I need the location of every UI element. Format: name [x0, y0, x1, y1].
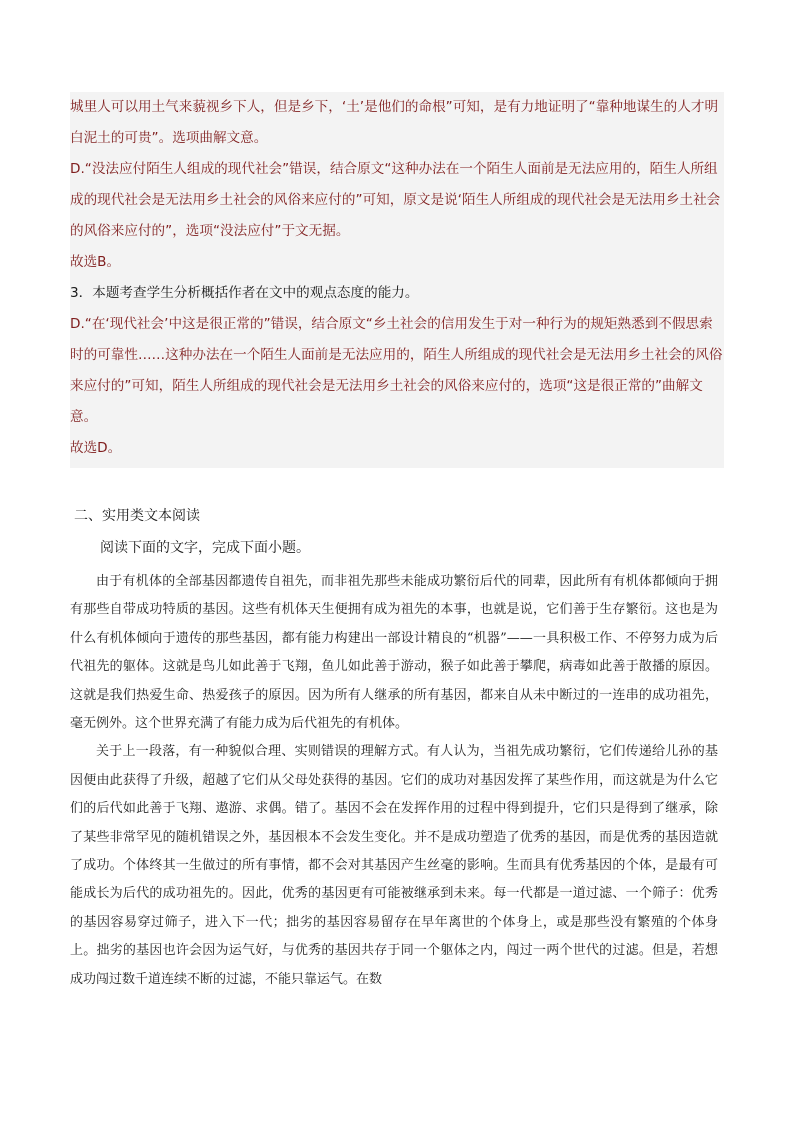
- answer-line-1: 城里人可以用土气来藐视乡下人，但是乡下，‘土’是他们的命根”可知，是有力地证明了“靠种地谋生的人才明白泥土的可贵”。选项曲解文意。: [70, 99, 719, 146]
- answer-explanation-box: [70, 92, 724, 468]
- answer-line-4: 3．本题考查学生分析概括作者在文中的观点态度的能力。: [70, 285, 419, 301]
- passage-paragraph-2: 关于上一段落，有一种貌似合理、实则错误的理解方式。有人认为，当祖先成功繁衍，它们传递给儿孙的基因便由此获得了升级，超越了它们从父母处获得的基因。它们的成功对基因发挥了某些作用，而这就是为什么它们的后代如此善于飞翔、遨游、求偶。错了。基因不会在发挥作用的过程中得到提升，它们只是得到了继承，除了某些非常罕见的随机错误之外，基因根本不会发生变化。并不是成功塑造了优秀的基因，而是优秀的基因造就了成功。个体终其一生做过的所有事情，都不会对其基因产生丝毫的影响。生而具有优秀基因的个体，是最有可能成长为后代的成功祖先的。因此，优秀的基因更有可能被继承到未来。每一代都是一道过滤、一个筛子：优秀的基因容易穿过筛子，进入下一代；拙劣的基因容易留存在早年离世的个体身上，或是那些没有繁殖的个体身上。拙劣的基因也许会因为运气好，与优秀的基因共存于同一个躯体之内，闯过一两个世代的过滤。但是，若想成功闯过数千道连续不断的过滤，不能只靠运气。在数: [70, 744, 718, 987]
- reading-passage: [70, 568, 718, 994]
- answer-line-6: 故选D。: [70, 440, 122, 456]
- answer-line-5: D.“在‘现代社会’中这是很正常的”错误，结合原文“乡土社会的信用发生于对一种行为的规矩熟悉到不假思索时的可靠性……这种办法在一个陌生人面前是无法应用的，陌生人所组成的现代社会是无法用乡土社会的风俗来应付的”可知，陌生人所组成的现代社会是无法用乡土社会的风俗来应付的，选项“这是很正常的”曲解文意。: [70, 316, 723, 425]
- passage-paragraph-1: 由于有机体的全部基因都遗传自祖先，而非祖先那些未能成功繁衍后代的同辈，因此所有有机体都倾向于拥有那些自带成功特质的基因。这些有机体天生便拥有成为祖先的本事，也就是说，它们善于生存繁衍。这也是为什么有机体倾向于遗传的那些基因，都有能力构建出一部设计精良的“机器”——一具积极工作、不停努力成为后代祖先的躯体。这就是鸟儿如此善于飞翔，鱼儿如此善于游动，猴子如此善于攀爬，病毒如此善于散播的原因。这就是我们热爱生命、热爱孩子的原因。因为所有人继承的所有基因，都来自从未中断过的一连串的成功祖先，毫无例外。这个世界充满了有能力成为后代祖先的有机体。: [70, 574, 718, 732]
- answer-line-3: 故选B。: [70, 254, 121, 270]
- answer-line-2: D.“没法应付陌生人组成的现代社会”错误，结合原文“这种办法在一个陌生人面前是无法应用的，陌生人所组成的现代社会是无法用乡土社会的风俗来应付的”可知，原文是说‘陌生人所组成的现代社会是无法用乡土社会的风俗来应付的”，选项“没法应付”于文无据。: [70, 161, 721, 239]
- reading-instruction: 阅读下面的文字，完成下面小题。: [100, 540, 310, 556]
- section-title: 二、实用类文本阅读: [74, 508, 200, 524]
